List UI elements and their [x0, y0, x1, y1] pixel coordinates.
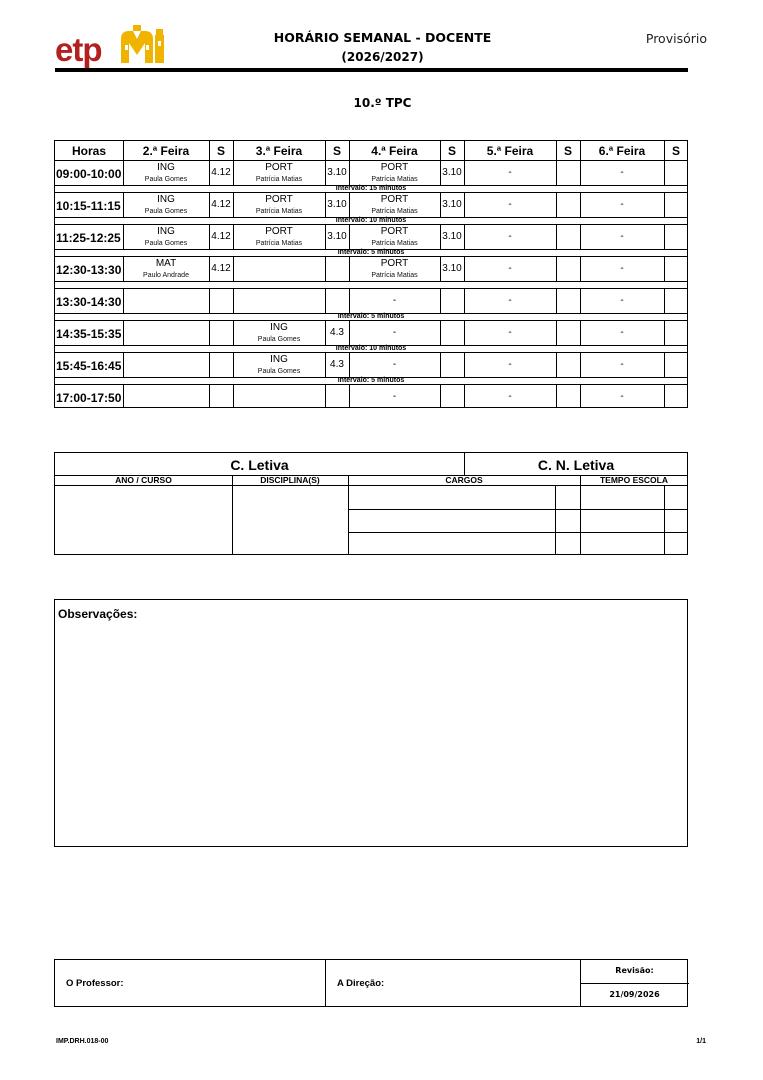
col-header-ano-curso: ANO / CURSO	[115, 475, 172, 485]
lesson-teacher: Patrícia Matias	[255, 176, 303, 183]
grid-line	[580, 475, 581, 555]
empty-cell: -	[620, 263, 624, 274]
time-slot: 15:45-16:45	[56, 359, 122, 373]
lesson-room: 3.10	[442, 167, 462, 178]
empty-cell: -	[508, 391, 512, 402]
lesson-subject: PORT	[380, 226, 409, 237]
observations-box[interactable]	[54, 599, 688, 847]
time-slot: 12:30-13:30	[56, 263, 122, 277]
empty-cell: -	[508, 263, 512, 274]
empty-cell: -	[620, 295, 624, 306]
col-header-cargos: CARGOS	[445, 475, 483, 485]
empty-cell: -	[508, 167, 512, 178]
empty-cell: -	[508, 359, 512, 370]
grid-line	[55, 288, 687, 289]
c-letiva-header: C. Letiva	[230, 457, 289, 473]
lesson-teacher: Patrícia Matias	[371, 240, 418, 247]
lesson-teacher: Patrícia Matias	[371, 208, 418, 215]
etpm-logo	[55, 25, 170, 70]
class-name: 10.º TPC	[353, 96, 412, 110]
lesson-subject: PORT	[380, 194, 409, 205]
col-header-room: S	[563, 144, 572, 158]
time-slot: 13:30-14:30	[56, 295, 122, 309]
col-header-hours: Horas	[71, 144, 106, 158]
empty-cell: -	[508, 327, 512, 338]
lesson-room: 3.10	[442, 199, 462, 210]
lesson-room: 3.10	[327, 199, 347, 210]
page-number: 1/1	[696, 1038, 706, 1045]
col-header-tue: 3.ª Feira	[255, 144, 303, 158]
form-code: IMP.DRH.018-00	[56, 1038, 109, 1045]
break-label: Intervalo: 15 minutos	[335, 185, 407, 192]
lesson-subject: PORT	[380, 258, 409, 269]
col-header-room: S	[332, 144, 341, 158]
lesson-teacher: Paula Gomes	[144, 240, 188, 247]
lesson-subject: PORT	[265, 194, 293, 205]
empty-cell: -	[620, 167, 624, 178]
lesson-room: 3.10	[442, 231, 462, 242]
empty-cell: -	[508, 231, 512, 242]
col-header-wed: 4.ª Feira	[371, 144, 418, 158]
status-label: Provisório	[645, 31, 707, 46]
lesson-teacher: Paula Gomes	[257, 368, 301, 375]
empty-cell: -	[392, 295, 397, 306]
revision-date: 21/09/2026	[609, 990, 660, 999]
direction-signature-label: A Direção:	[337, 978, 385, 989]
grid-line	[464, 453, 465, 475]
lesson-room: 3.10	[327, 167, 347, 178]
empty-cell: -	[620, 391, 624, 402]
lesson-room: 3.10	[327, 231, 347, 242]
lesson-room: 4.12	[211, 263, 231, 274]
empty-cell: -	[392, 359, 397, 370]
lesson-subject: ING	[270, 322, 288, 333]
empty-cell: -	[392, 327, 397, 338]
lesson-room: 4.12	[211, 167, 231, 178]
col-header-room: S	[216, 144, 225, 158]
lesson-subject: ING	[157, 226, 175, 237]
break-label: Intervalo: 5 minutos	[337, 249, 405, 256]
professor-signature-label: O Professor:	[66, 978, 124, 989]
empty-cell: -	[620, 327, 624, 338]
lesson-teacher: Patrícia Matias	[371, 272, 418, 279]
lesson-subject: PORT	[380, 162, 409, 173]
break-label: Intervalo: 10 minutos	[335, 345, 407, 352]
workload-table	[54, 452, 688, 555]
lesson-teacher: Paula Gomes	[144, 176, 188, 183]
svg-text:etp: etp	[55, 31, 102, 68]
grid-line	[664, 141, 665, 407]
observations-label: Observações:	[58, 607, 138, 621]
grid-line	[55, 485, 687, 486]
lesson-subject: ING	[157, 194, 175, 205]
col-header-mon: 2.ª Feira	[142, 144, 190, 158]
lesson-teacher: Paulo Andrade	[143, 272, 189, 279]
break-label: Intervalo: 5 minutos	[337, 313, 405, 320]
col-header-tempo-escola: TEMPO ESCOLA	[599, 475, 668, 485]
time-slot: 14:35-15:35	[56, 327, 122, 341]
lesson-subject: MAT	[155, 258, 177, 269]
col-header-fri: 6.ª Feira	[598, 144, 646, 158]
lesson-teacher: Paula Gomes	[144, 208, 188, 215]
signature-table	[54, 959, 688, 1007]
empty-cell: -	[620, 199, 624, 210]
break-label: Intervalo: 5 minutos	[337, 377, 405, 384]
lesson-teacher: Patrícia Matias	[371, 176, 418, 183]
lesson-room: 4.3	[330, 327, 344, 338]
col-header-disciplinas: DISCIPLINA(S)	[260, 475, 320, 485]
grid-line	[348, 509, 687, 510]
revision-label: Revisão:	[615, 966, 654, 975]
lesson-room: 3.10	[442, 263, 462, 274]
empty-cell: -	[620, 359, 624, 370]
grid-line	[232, 475, 233, 555]
grid-line	[556, 141, 557, 407]
empty-cell: -	[508, 295, 512, 306]
grid-line	[555, 485, 556, 555]
lesson-room: 4.12	[211, 231, 231, 242]
grid-line	[664, 485, 665, 555]
lesson-subject: ING	[270, 354, 288, 365]
c-n-letiva-header: C. N. Letiva	[537, 457, 615, 473]
time-slot: 17:00-17:50	[56, 391, 122, 405]
time-slot: 10:15-11:15	[56, 199, 121, 213]
col-header-room: S	[447, 144, 456, 158]
lesson-room: 4.12	[211, 199, 231, 210]
grid-line	[325, 960, 326, 1006]
lesson-subject: ING	[157, 162, 175, 173]
lesson-teacher: Patrícia Matias	[255, 208, 303, 215]
grid-line	[348, 475, 349, 555]
col-header-room: S	[671, 144, 680, 158]
grid-line	[55, 281, 687, 282]
time-slot: 11:25-12:25	[56, 231, 121, 245]
lesson-subject: PORT	[265, 226, 293, 237]
empty-cell: -	[620, 231, 624, 242]
grid-line	[580, 983, 689, 984]
lesson-subject: PORT	[265, 162, 293, 173]
empty-cell: -	[508, 199, 512, 210]
col-header-thu: 5.ª Feira	[486, 144, 534, 158]
lesson-teacher: Patrícia Matias	[255, 240, 303, 247]
header-divider	[55, 68, 688, 72]
lesson-teacher: Paula Gomes	[257, 336, 301, 343]
empty-cell: -	[392, 391, 397, 402]
time-slot: 09:00-10:00	[56, 167, 122, 181]
grid-line	[440, 141, 441, 407]
document-title: HORÁRIO SEMANAL - DOCENTE	[273, 30, 492, 45]
grid-line	[209, 141, 210, 407]
break-label: Intervalo: 10 minutos	[335, 217, 407, 224]
lesson-room: 4.3	[330, 359, 344, 370]
school-year: (2026/2027)	[341, 50, 424, 64]
schedule-table	[54, 140, 688, 408]
grid-line	[348, 532, 687, 533]
